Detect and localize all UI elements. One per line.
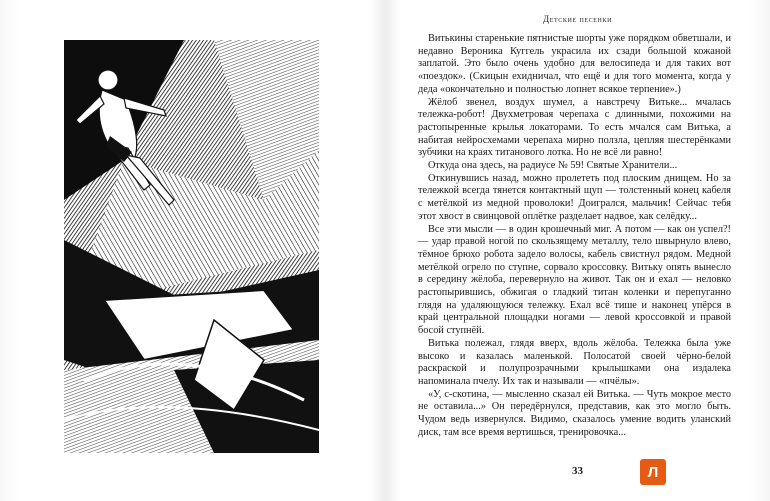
- labirint-logo-icon: [640, 459, 666, 485]
- logo-letter: Л: [647, 463, 659, 481]
- paragraph: Откуда она здесь, на радиусе № 59! Святые Хранители...: [428, 160, 678, 172]
- paragraph: Откинувшись назад, можно пролететь под плоским днищем. Но за тележкой всегда тянется контактный щуп — толстенный конец кабеля с метёлкой из медной проволоки! Доигрался, мальчик! Сейчас тебя этот хвост в свинцовой оплётке разделает надвое, как селёдку...: [418, 172, 731, 222]
- running-header: Детские песенки: [542, 14, 613, 24]
- paragraph: «У, с-скотина, — мысленно сказал ей Витька. — Чуть мокрое место не оставила...» Он передёрнулся, представив, как это могло быть. Чудом ведь извернулся. Видимо, сказалось умение водить уланский диск, там все время вертишься, тренировочка...: [418, 388, 731, 438]
- page-number: 33: [572, 465, 583, 477]
- right-page: [385, 0, 770, 501]
- paragraph: Витькины старенькие пятнистые шорты уже порядком обветшали, и недавно Вероника Куггель украсила их сзади большой кожаной заплатой. Это было очень удобно для велосипеда и для таких вот «поездок». (Скицын ехидничал, что ещё и для того момента, когда у деда «окончательно и полностью лопнет всякое терпение».): [418, 33, 731, 95]
- body-text: [418, 33, 731, 440]
- illustration-boy-sliding: [64, 40, 319, 453]
- paragraph: Жёлоб звенел, воздух шумел, а навстречу Витьке... мчалась тележка-робот! Двухметровая черепаха с длинными, похожими на растопыренные крылья локаторами. То есть мчался сам Витька, а набитая нейросхемами черепаха мирно ползла, цепляя шестерёнками зубчики на краях титанового лотка. Но не всё ли равно!: [418, 96, 731, 159]
- paragraph: Витька полежал, глядя вверх, вдоль жёлоба. Тележка была уже высоко и казалась маленькой. Полосатой своей чёрно-белой раскраской и полупрозрачными крылышками она издалека напоминала пчелу. Их так и называли — «пчёлы».: [418, 337, 731, 387]
- paragraph: Все эти мысли — в один крошечный миг. А потом — как он успел?! — удар правой ногой по скользящему металлу, тело швырнуло влево, тёмное брюхо робота задело волосы, кабель свистнул рядом. Медной метёлкой огрело по ступне, сорвало кроссовку. Витьку опять вынесло в середину жёлоба, перевернуло на живот. Так он и ехал — неловко растопырившись, обжигая о гладкий титан коленки и перепуганно глядя на удаляющуюся тележку. Ехал всё тише и наконец упёрся в край центральной площадки ногами — левой кроссовкой и правой босой ступнёй.: [418, 223, 731, 337]
